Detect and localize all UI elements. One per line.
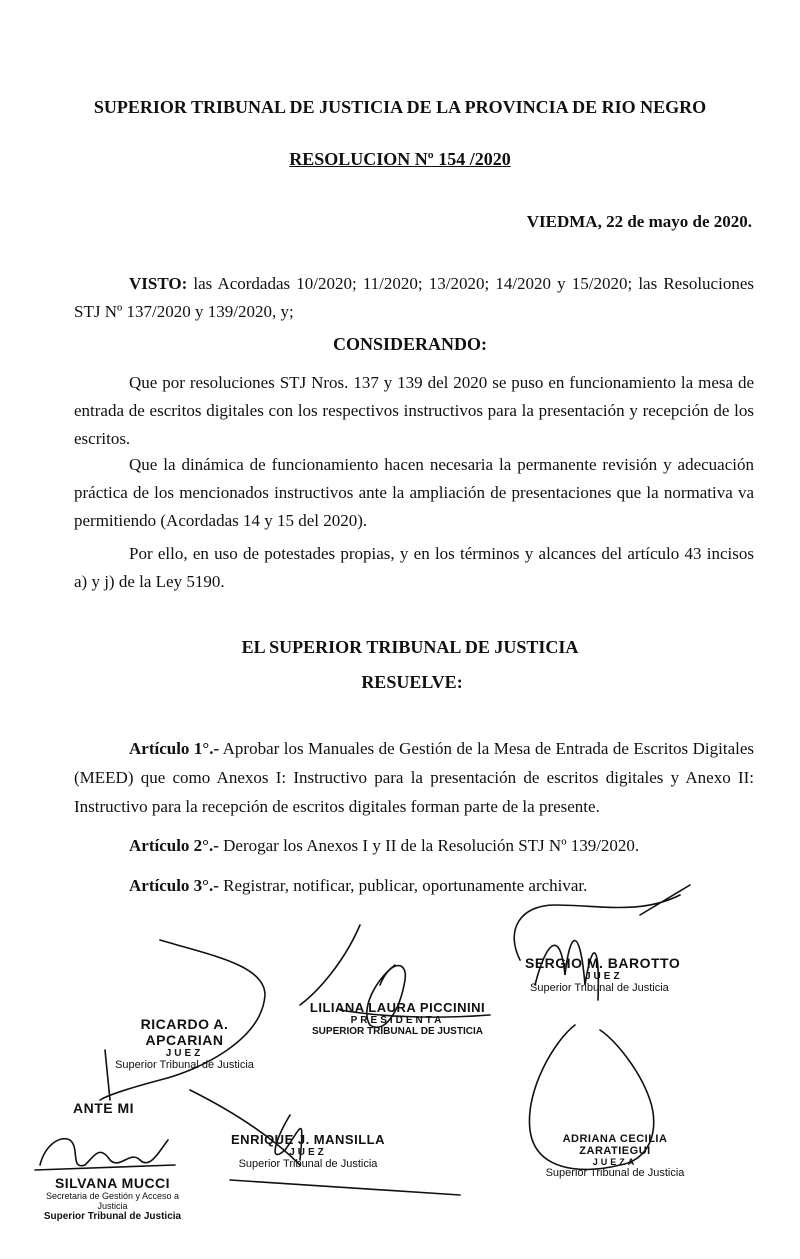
- barotto-name: SERGIO M. BAROTTO: [525, 955, 681, 971]
- barotto-org: Superior Tribunal de Justicia: [530, 982, 669, 994]
- article-1-text: Aprobar los Manuales de Gestión de la Mesa de Entrada de Escritos Digitales (MEED) que como Anexos I: Instructivo para la presentación de escritos digitales y Anexo II: Instructivo para la recepción de escritos digitales forman parte de la presente.: [74, 739, 754, 816]
- stamp-piccinini: [305, 1000, 490, 1037]
- article-1: [74, 734, 754, 821]
- stamp-zaratiegui: [535, 1133, 695, 1179]
- mucci-signature-stroke: [35, 1139, 175, 1170]
- apcarian-role: JUEZ: [165, 1048, 204, 1059]
- stamp-mansilla: [228, 1132, 388, 1170]
- article-1-label: Artículo 1°.-: [129, 739, 220, 758]
- visto-text: las Acordadas 10/2020; 11/2020; 13/2020; 14/2020 y 15/2020; las Resoluciones STJ Nº 137/2020 y 139/2020, y;: [74, 274, 754, 321]
- article-3-text: Registrar, notificar, publicar, oportunamente archivar.: [218, 876, 588, 895]
- zaratiegui-role: JUEZA: [592, 1157, 638, 1167]
- considerando-title: CONSIDERANDO:: [332, 334, 487, 354]
- court-heading: SUPERIOR TRIBUNAL DE JUSTICIA DE LA PROVINCIA DE RIO NEGRO: [93, 97, 707, 117]
- ante-mi-label: [73, 1100, 134, 1116]
- piccinini-org: SUPERIOR TRIBUNAL DE JUSTICIA: [312, 1026, 483, 1037]
- mansilla-org: Superior Tribunal de Justicia: [238, 1158, 378, 1170]
- stamp-barotto: [525, 955, 680, 994]
- barotto-role: JUEZ: [585, 971, 623, 982]
- article-3: [74, 872, 754, 900]
- stamp-mucci: [30, 1175, 195, 1222]
- visto-label: VISTO:: [129, 274, 188, 293]
- mucci-org: Superior Tribunal de Justicia: [43, 1211, 182, 1222]
- place-date: VIEDMA, 22 de mayo de 2020.: [526, 212, 752, 231]
- considerando-paragraph-2: Que la dinámica de funcionamiento hacen necesaria la permanente revisión y adecuación práctica de los mencionados instructivos ante la ampliación de presentaciones que la normativa va permitiendo (Acordadas 14 y 15 del 2020).: [74, 455, 754, 530]
- mansilla-name: ENRIQUE J. MANSILLA: [231, 1132, 385, 1147]
- zaratiegui-org: Superior Tribunal de Justicia: [545, 1167, 685, 1179]
- article-2-text: Derogar los Anexos I y II de la Resolución STJ Nº 139/2020.: [218, 836, 640, 855]
- apcarian-org: Superior Tribunal de Justicia: [115, 1059, 254, 1071]
- mucci-role: Secretaria de Gestión y Acceso a Justicia: [45, 1191, 180, 1211]
- resolution-number: RESOLUCION Nº 154 /2020: [289, 149, 511, 169]
- piccinini-name: LILIANA LAURA PICCININI: [309, 1000, 486, 1015]
- considerando-paragraph-1: Que por resoluciones STJ Nros. 137 y 139 del 2020 se puso en funcionamiento la mesa de entrada de escritos digitales con los respectivos instructivos para la presentación y recepción de los escritos.: [74, 373, 754, 448]
- tribunal-heading: EL SUPERIOR TRIBUNAL DE JUSTICIA: [241, 637, 579, 657]
- article-2-label: Artículo 2°.-: [129, 836, 219, 855]
- mansilla-role: JUEZ: [289, 1147, 327, 1158]
- resuelve-heading: RESUELVE:: [361, 672, 463, 692]
- ante-mi-text: ANTE MI: [73, 1100, 135, 1116]
- piccinini-role: PRESIDENTA: [350, 1015, 445, 1026]
- zaratiegui-name: ADRIANA CECILIA ZARATIEGUI: [562, 1133, 668, 1157]
- apcarian-name: RICARDO A. APCARIAN: [140, 1016, 229, 1048]
- visto-paragraph: [74, 270, 754, 326]
- article-3-label: Artículo 3°.-: [129, 876, 219, 895]
- mucci-name: SILVANA MUCCI: [54, 1175, 171, 1191]
- stamp-apcarian: [107, 1016, 262, 1071]
- considerando-paragraph-3: Por ello, en uso de potestades propias, y en los términos y alcances del artículo 43 incisos a) y j) de la Ley 5190.: [74, 544, 754, 591]
- article-2: [74, 832, 754, 860]
